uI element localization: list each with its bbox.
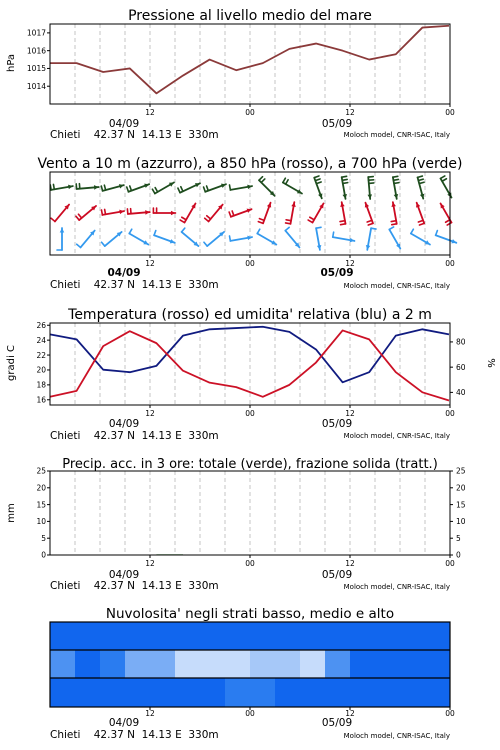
wind-barb-10m xyxy=(129,229,148,244)
wind-barb-850-feather xyxy=(105,209,106,214)
cloud-cell-basso xyxy=(50,678,75,707)
precip-y-ticks xyxy=(36,467,50,560)
cloud-cell-medio xyxy=(150,650,175,678)
temperature-panel xyxy=(6,307,496,442)
wind-barb-10m-feather xyxy=(371,228,376,229)
cloud-cell-medio xyxy=(400,650,425,678)
cloud-cell-alto xyxy=(300,622,325,650)
cloud-cell-alto xyxy=(425,622,450,650)
wind-barb-850 xyxy=(416,203,424,225)
wind-barb-700-feather xyxy=(101,186,102,191)
cloud-cell-alto xyxy=(200,622,225,650)
wind-barb-700 xyxy=(127,184,149,192)
wind-barb-700 xyxy=(204,184,226,192)
wind-barb-10m-feather xyxy=(77,244,81,247)
precip-day-label-1: 04/09 xyxy=(108,569,140,581)
wind-barb-700-feather xyxy=(418,179,423,180)
precip-location: Chieti 42.37 N 14.13 E 330m xyxy=(50,580,219,592)
wind-barb-850-feather xyxy=(232,211,234,216)
wind-barb-10m xyxy=(57,228,64,250)
precip-grid xyxy=(75,471,425,555)
temperature-day-label-2: 05/09 xyxy=(321,418,353,430)
wind-barb-700-feather xyxy=(283,178,286,182)
cloud-cell-medio xyxy=(325,650,350,678)
wind-barb-700 xyxy=(229,185,252,190)
temperature-y-tick-label: 20 xyxy=(36,365,46,375)
cloud-cell-medio xyxy=(300,650,325,678)
precip-day-label-2: 05/09 xyxy=(321,569,353,581)
precip-panel xyxy=(6,457,466,592)
cloud-cell-basso xyxy=(200,678,225,707)
wind-barb-10m xyxy=(389,227,400,249)
pressure-series xyxy=(50,26,449,94)
pressure-y-tick-label: 1016 xyxy=(26,46,46,56)
wind-barb-700-feather xyxy=(259,177,263,181)
cloud-cell-medio xyxy=(225,650,250,678)
wind-barb-10m-feather xyxy=(102,242,105,246)
pressure-panel xyxy=(6,8,455,141)
temperature-y-tick-label: 22 xyxy=(36,350,46,360)
cloud-x-tick-label: 00 xyxy=(445,709,455,718)
cloud-day-label-2: 05/09 xyxy=(321,717,353,729)
cloud-cell-alto xyxy=(75,622,100,650)
wind-barb-700-feather xyxy=(342,176,347,177)
wind-barb-10m xyxy=(77,231,95,248)
cloud-cell-medio xyxy=(350,650,375,678)
wind-barb-850 xyxy=(51,205,69,222)
wind-barb-850 xyxy=(153,208,175,215)
cloud-cell-basso xyxy=(375,678,400,707)
wind-barb-700-feather xyxy=(152,189,155,193)
pressure-day-label-2: 05/09 xyxy=(321,118,353,130)
wind-x-tick-label: 12 xyxy=(345,259,355,268)
wind-barb-850 xyxy=(76,206,96,220)
pressure-frame xyxy=(50,24,450,104)
wind-barb-850-feather xyxy=(341,224,346,225)
wind-barb-850-feather xyxy=(308,220,312,223)
wind-barb-10m xyxy=(366,228,376,250)
wind-barb-10m-feather xyxy=(389,227,393,230)
humidity-y-ticks xyxy=(450,338,466,397)
cloud-cells xyxy=(50,622,450,707)
wind-barb-850 xyxy=(365,203,373,225)
wind-barb-850-feather xyxy=(205,218,209,221)
wind-day-label-2: 05/09 xyxy=(320,267,354,279)
wind-barb-700-feather xyxy=(53,184,54,189)
wind-barb-10m-feather xyxy=(129,229,132,233)
precip-y-tick-label: 5 xyxy=(41,533,46,543)
wind-panel xyxy=(37,156,462,291)
cloud-x-tick-label: 00 xyxy=(245,709,255,718)
wind-barb-700-feather xyxy=(204,187,206,192)
wind-barb-700 xyxy=(50,184,73,189)
cloud-footer xyxy=(50,717,450,741)
wind-barb-10m-feather xyxy=(182,228,185,232)
pressure-ylabel: hPa xyxy=(6,53,17,73)
temperature-y-ticks xyxy=(36,321,50,405)
wind-barb-700-feather xyxy=(181,187,183,192)
wind-barb-700-feather xyxy=(393,176,398,177)
humidity-line xyxy=(50,327,449,383)
wind-barb-10m xyxy=(257,229,276,244)
wind-barb-700-feather xyxy=(130,186,132,191)
pressure-grid xyxy=(75,24,425,104)
wind-barb-850-feather xyxy=(340,221,345,222)
temperature-ylabel: gradi C xyxy=(6,345,17,381)
temperature-y-tick-label: 24 xyxy=(36,335,46,345)
cloud-cell-medio xyxy=(100,650,125,678)
temperature-credit: Moloch model, CNR-ISAC, Italy xyxy=(343,432,450,440)
pressure-y-tick-label: 1014 xyxy=(26,81,46,91)
cloud-cell-basso xyxy=(150,678,175,707)
wind-barb-700-feather xyxy=(155,188,158,192)
wind-barb-700 xyxy=(101,184,124,191)
cloud-cell-medio xyxy=(200,650,225,678)
pressure-y-ticks xyxy=(27,29,50,91)
temperature-y-tick-label: 26 xyxy=(36,320,46,330)
wind-barb-850-feather xyxy=(182,217,186,220)
temperature-day-label-1: 04/09 xyxy=(108,418,140,430)
temperature-x-tick-label: 12 xyxy=(345,409,355,418)
cloud-cell-basso xyxy=(100,678,125,707)
cloud-cell-alto xyxy=(50,622,75,650)
wind-barb-700-feather xyxy=(315,179,320,181)
cloud-cell-medio xyxy=(375,650,400,678)
wind-barb-10m xyxy=(285,227,299,247)
precip-ylabel: mm xyxy=(6,503,17,523)
wind-barb-850-feather xyxy=(419,223,424,225)
wind-barb-700-feather xyxy=(316,182,321,184)
precip-y2-tick-label: 25 xyxy=(456,466,466,476)
wind-barb-850 xyxy=(308,203,323,222)
wind-credit: Moloch model, CNR-ISAC, Italy xyxy=(343,282,450,290)
wind-barb-700 xyxy=(393,176,399,199)
wind-barb-700 xyxy=(283,178,302,193)
cloud-cell-alto xyxy=(150,622,175,650)
cloud-cell-alto xyxy=(250,622,275,650)
pressure-x-tick-label: 00 xyxy=(245,108,255,117)
pressure-y-tick-label: 1017 xyxy=(26,28,46,38)
precip-x-tick-label: 00 xyxy=(245,559,255,568)
cloud-cell-alto xyxy=(350,622,375,650)
cloud-cell-alto xyxy=(325,622,350,650)
cloud-title: Nuvolosita' negli strati basso, medio e alto xyxy=(105,606,395,622)
pressure-x-tick-label: 00 xyxy=(445,108,455,117)
wind-barb-850 xyxy=(340,202,345,225)
pressure-x-ticks xyxy=(145,104,455,117)
pressure-x-tick-label: 12 xyxy=(345,108,355,117)
pressure-location: Chieti 42.37 N 14.13 E 330m xyxy=(50,129,219,141)
wind-barb-700 xyxy=(259,177,275,196)
precip-y-ticks-right xyxy=(450,467,466,560)
temperature-line xyxy=(50,330,449,400)
precip-y-tick-label: 25 xyxy=(36,466,46,476)
wind-barb-700 xyxy=(418,176,425,199)
wind-barb-700 xyxy=(368,177,374,199)
wind-barb-10m-feather xyxy=(257,229,260,233)
wind-barb-850-feather xyxy=(207,216,211,219)
wind-barb-10m xyxy=(411,229,430,244)
precip-y2-tick-label: 10 xyxy=(456,517,466,527)
wind-barb-850 xyxy=(258,203,271,224)
wind-barb-850 xyxy=(286,202,296,224)
precip-x-tick-label: 00 xyxy=(445,559,455,568)
precip-y2-tick-label: 15 xyxy=(456,500,466,510)
cloud-cell-basso xyxy=(175,678,200,707)
temperature-footer xyxy=(50,418,450,442)
cloud-cell-basso xyxy=(425,678,450,707)
wind-barb-700-feather xyxy=(343,183,348,184)
wind-barb-10m xyxy=(182,228,199,246)
wind-barb-700-head xyxy=(94,185,99,190)
wind-x-tick-label: 12 xyxy=(145,259,155,268)
wind-barb-850 xyxy=(391,202,396,225)
cloud-cell-basso xyxy=(125,678,150,707)
wind-barb-850-head xyxy=(145,210,150,215)
pressure-footer xyxy=(50,118,450,141)
cloud-cell-medio xyxy=(275,650,300,678)
wind-barb-850 xyxy=(229,209,251,217)
humidity-y2-tick-label: 60 xyxy=(456,362,466,372)
wind-barb-10m xyxy=(316,227,321,250)
wind-barb-850-feather xyxy=(418,220,423,222)
wind-x-ticks xyxy=(145,255,455,268)
wind-barb-850-feather xyxy=(51,218,55,221)
precip-x-tick-label: 12 xyxy=(145,559,155,568)
wind-barb-10m xyxy=(333,232,355,242)
wind-barb-10m-feather xyxy=(411,229,414,233)
cloud-x-ticks xyxy=(145,707,455,718)
temperature-location: Chieti 42.37 N 14.13 E 330m xyxy=(50,430,219,442)
cloud-cell-medio xyxy=(125,650,150,678)
wind-barb-10m xyxy=(154,231,175,244)
wind-barb-700-feather xyxy=(104,185,105,190)
cloud-cell-alto xyxy=(175,622,200,650)
wind-barb-850-feather xyxy=(391,221,396,222)
cloud-credit: Moloch model, CNR-ISAC, Italy xyxy=(343,732,450,740)
wind-barb-700-feather xyxy=(394,183,399,184)
temperature-x-tick-label: 00 xyxy=(445,409,455,418)
cloud-x-tick-label: 12 xyxy=(145,709,155,718)
cloud-cell-alto xyxy=(400,622,425,650)
wind-barb-700 xyxy=(314,176,322,198)
wind-barb-700-feather xyxy=(418,176,423,177)
wind-barb-850-feather xyxy=(259,219,264,221)
wind-barb-850 xyxy=(127,209,149,215)
pressure-line xyxy=(50,26,449,94)
temperature-y-tick-label: 18 xyxy=(36,380,46,390)
cloud-cell-basso xyxy=(300,678,325,707)
wind-barb-850-feather xyxy=(446,220,450,223)
temperature-x-tick-label: 12 xyxy=(145,409,155,418)
wind-barb-850-feather xyxy=(229,212,231,217)
temperature-x-tick-label: 00 xyxy=(245,409,255,418)
cloud-cell-basso xyxy=(275,678,300,707)
temperature-y-tick-label: 16 xyxy=(36,395,46,405)
wind-barb-850-feather xyxy=(310,217,314,220)
pressure-x-tick-label: 12 xyxy=(145,108,155,117)
wind-barb-700-feather xyxy=(127,187,129,192)
pressure-y-tick-label: 1015 xyxy=(26,64,46,74)
wind-barb-850-feather xyxy=(101,210,102,215)
wind-barb-700 xyxy=(152,183,174,194)
wind-barb-700-feather xyxy=(261,179,265,183)
wind-barb-700-feather xyxy=(229,185,230,190)
wind-barbs xyxy=(50,176,456,250)
cloud-cell-alto xyxy=(125,622,150,650)
humidity-ylabel: % xyxy=(485,358,496,368)
precip-credit: Moloch model, CNR-ISAC, Italy xyxy=(343,583,450,591)
cloud-cell-medio xyxy=(75,650,100,678)
cloud-cell-basso xyxy=(325,678,350,707)
wind-barb-700-feather xyxy=(286,180,289,184)
temperature-humidity-series xyxy=(50,327,449,401)
cloud-cell-medio xyxy=(250,650,275,678)
wind-barb-850-feather xyxy=(258,222,263,224)
precip-footer xyxy=(50,569,450,592)
wind-barb-10m-feather xyxy=(154,231,156,236)
wind-barb-10m-head xyxy=(60,228,65,232)
cloud-cell-medio xyxy=(425,650,450,678)
wind-barb-700-feather xyxy=(441,176,445,179)
humidity-y2-tick-label: 80 xyxy=(456,337,466,347)
wind-barb-850-feather xyxy=(180,220,184,223)
cloud-cell-basso xyxy=(225,678,250,707)
precip-x-ticks xyxy=(145,555,455,568)
wind-location: Chieti 42.37 N 14.13 E 330m xyxy=(50,279,219,291)
temperature-x-ticks xyxy=(145,405,455,418)
precip-y-tick-label: 15 xyxy=(36,500,46,510)
wind-x-tick-label: 00 xyxy=(245,259,255,268)
pressure-day-label-1: 04/09 xyxy=(108,118,140,130)
wind-barb-850-feather xyxy=(447,223,451,226)
wind-barb-10m-feather xyxy=(436,231,438,236)
cloud-cell-basso xyxy=(350,678,375,707)
wind-barb-850-feather xyxy=(368,223,373,225)
precip-y2-tick-label: 20 xyxy=(456,483,466,493)
pressure-title: Pressione al livello medio del mare xyxy=(128,8,372,24)
wind-title: Vento a 10 m (azzurro), a 850 hPa (rosso), a 700 hPa (verde) xyxy=(37,156,463,172)
wind-barb-10m-feather xyxy=(316,227,321,228)
wind-barb-700-feather xyxy=(314,176,319,178)
wind-barb-10m-feather xyxy=(285,227,289,230)
precip-y-tick-label: 0 xyxy=(41,550,46,560)
wind-barb-700-feather xyxy=(419,182,424,183)
wind-barb-700 xyxy=(76,184,98,190)
wind-barb-850-feather xyxy=(392,224,397,225)
wind-barb-700-feather xyxy=(342,179,347,180)
wind-barb-850 xyxy=(205,205,223,222)
cloud-cell-basso xyxy=(75,678,100,707)
wind-barb-850-feather xyxy=(286,220,291,221)
precip-y-tick-label: 10 xyxy=(36,517,46,527)
cloud-x-tick-label: 12 xyxy=(345,709,355,718)
cloud-cell-medio xyxy=(175,650,200,678)
humidity-y2-tick-label: 40 xyxy=(456,388,466,398)
wind-barb-700-feather xyxy=(442,179,446,182)
cloud-cell-medio xyxy=(50,650,75,678)
wind-barb-850 xyxy=(180,203,195,222)
precip-y-tick-label: 20 xyxy=(36,483,46,493)
wind-day-label-1: 04/09 xyxy=(107,267,141,279)
wind-barb-700 xyxy=(342,176,348,199)
wind-barb-850-feather xyxy=(78,214,81,218)
cloud-panel xyxy=(50,606,455,741)
wind-barb-700 xyxy=(178,183,200,192)
cloud-cell-basso xyxy=(400,678,425,707)
cloud-cell-alto xyxy=(100,622,125,650)
wind-barb-850-feather xyxy=(367,220,372,222)
precip-title: Precip. acc. in 3 ore: totale (verde), frazione solida (tratt.) xyxy=(62,457,438,472)
wind-barb-850 xyxy=(101,209,124,214)
wind-barb-10m xyxy=(436,231,457,244)
cloud-cell-basso xyxy=(250,678,275,707)
wind-barb-700-feather xyxy=(178,188,180,193)
wind-barb-10m-feather xyxy=(229,236,230,241)
cloud-cell-alto xyxy=(275,622,300,650)
pressure-credit: Moloch model, CNR-ISAC, Italy xyxy=(343,131,450,139)
cloud-cell-alto xyxy=(375,622,400,650)
cloud-cell-alto xyxy=(225,622,250,650)
wind-barb-850-feather xyxy=(76,216,79,220)
wind-barb-700-feather xyxy=(393,179,398,180)
wind-footer xyxy=(50,267,450,291)
wind-barb-850-feather xyxy=(286,223,291,224)
precip-y2-tick-label: 5 xyxy=(456,533,461,543)
cloud-location: Chieti 42.37 N 14.13 E 330m xyxy=(50,729,219,741)
wind-barb-10m xyxy=(229,236,252,241)
wind-barb-700-head xyxy=(368,194,373,199)
wind-barb-10m xyxy=(204,232,224,246)
wind-barb-700-feather xyxy=(207,186,209,191)
wind-x-tick-label: 00 xyxy=(445,259,455,268)
temperature-title: Temperatura (rosso) ed umidita' relativa (blu) a 2 m xyxy=(68,307,432,323)
precip-x-tick-label: 12 xyxy=(345,559,355,568)
cloud-day-label-1: 04/09 xyxy=(108,717,140,729)
wind-barb-10m-feather xyxy=(204,242,207,246)
wind-barb-10m-feather xyxy=(333,232,334,237)
wind-barb-10m xyxy=(102,232,122,246)
precip-y2-tick-label: 0 xyxy=(456,550,461,560)
